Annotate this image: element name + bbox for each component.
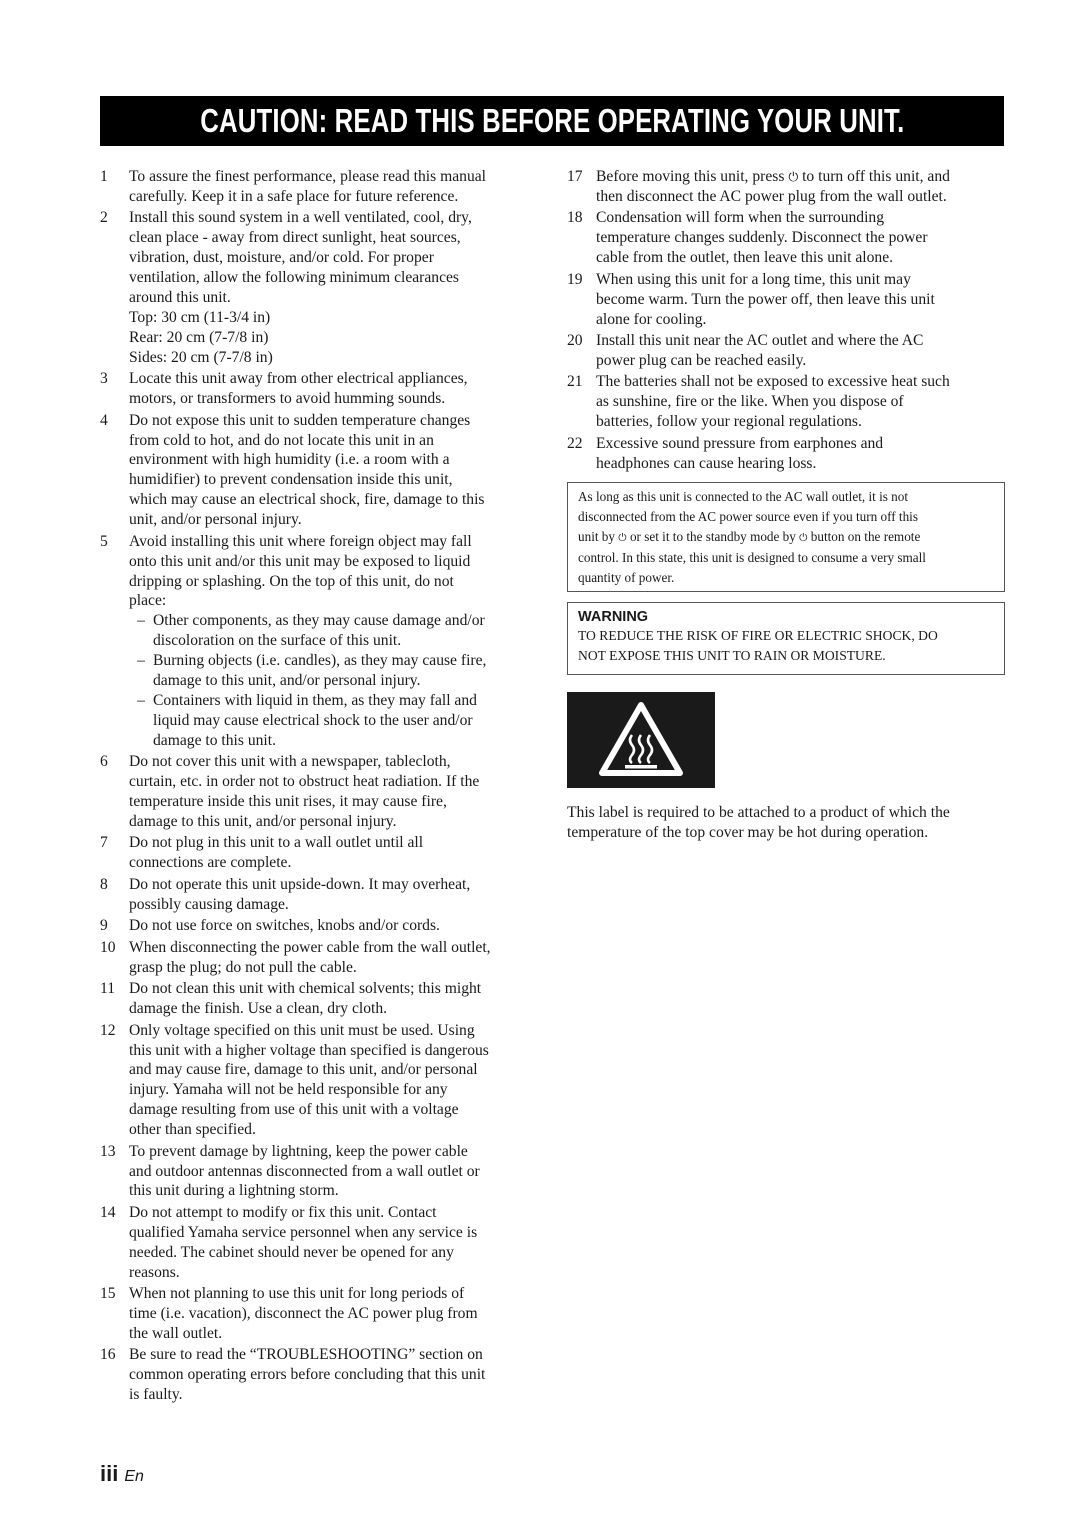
dash-bullet: – <box>137 652 145 670</box>
hot-label-caption <box>567 803 1007 843</box>
item-text <box>129 1345 540 1405</box>
hot-surface-label <box>567 692 715 788</box>
text-line: Do not attempt to modify or fix this unit. Contact <box>129 1203 437 1221</box>
text-line: damage to this unit, and/or personal injury. <box>153 672 421 690</box>
dash-bullet: – <box>137 691 145 709</box>
item-number: 14 <box>100 1203 116 1221</box>
item-text <box>596 167 1007 207</box>
caution-title-bar <box>100 96 1004 146</box>
text-line: around this unit. <box>129 289 231 307</box>
item-number: 12 <box>100 1021 116 1039</box>
list-item <box>100 1021 540 1140</box>
item-number: 6 <box>100 753 108 771</box>
text-line: When not planning to use this unit for long periods of <box>129 1285 465 1303</box>
text-line: alone for cooling. <box>596 310 707 328</box>
text-line: Before moving this unit, press ⏻ to turn off this unit, and <box>596 168 950 185</box>
text-line: The batteries shall not be exposed to excessive heat such <box>596 373 950 391</box>
standby-notice-box <box>567 482 1005 592</box>
warning-text <box>578 626 994 666</box>
text-line: Top: 30 cm (11-3/4 in) <box>129 308 271 326</box>
text-line: become warm. Turn the power off, then leave this unit <box>596 290 935 308</box>
language-code: En <box>124 1468 144 1485</box>
text-line: which may cause an electrical shock, fire, damage to this <box>129 491 485 509</box>
item-text <box>129 875 540 915</box>
text-line: common operating errors before concluding that this unit <box>129 1366 486 1384</box>
text-line: damage the finish. Use a clean, dry cloth. <box>129 1000 388 1018</box>
list-item <box>100 167 540 207</box>
text-line: Burning objects (i.e. candles), as they may cause fire, <box>153 652 487 670</box>
item-text <box>596 434 1007 474</box>
text-line: humidifier) to prevent condensation inside this unit, <box>129 471 453 489</box>
item-number: 22 <box>567 434 583 452</box>
text-line: cable from the outlet, then leave this unit alone. <box>596 249 894 267</box>
text-line: then disconnect the AC power plug from the wall outlet. <box>596 187 947 205</box>
item-text <box>129 532 540 751</box>
item-text <box>129 752 540 832</box>
text-line: the wall outlet. <box>129 1324 223 1342</box>
text-line: motors, or transformers to avoid humming sounds. <box>129 390 446 408</box>
item-text <box>129 1021 540 1140</box>
list-item <box>567 372 1007 432</box>
text-line: Rear: 20 cm (7-7/8 in) <box>129 328 269 346</box>
list-item <box>100 875 540 915</box>
text-line: carefully. Keep it in a safe place for future reference. <box>129 187 459 205</box>
text-line: Containers with liquid in them, as they may fall and <box>153 691 477 709</box>
item-text <box>129 1284 540 1344</box>
text-line: dripping or splashing. On the top of this unit, do not <box>129 572 454 590</box>
text-line: damage resulting from use of this unit with a voltage <box>129 1101 459 1119</box>
list-item <box>100 1345 540 1405</box>
list-item <box>100 938 540 978</box>
text-line: Condensation will form when the surrounding <box>596 209 885 227</box>
text-line: control. In this state, this unit is designed to consume a very small <box>578 550 926 565</box>
text-line: unit, and/or personal injury. <box>129 511 302 529</box>
text-line: temperature changes suddenly. Disconnect the power <box>596 229 928 247</box>
text-line: quantity of power. <box>578 570 675 585</box>
text-line: needed. The cabinet should never be opened for any <box>129 1243 454 1261</box>
text-line: Only voltage specified on this unit must be used. Using <box>129 1021 475 1039</box>
text-line: this unit with a higher voltage than specified is dangerous <box>129 1041 489 1059</box>
page-title: CAUTION: READ THIS BEFORE OPERATING YOUR UNIT. <box>199 102 905 139</box>
sub-list-item <box>129 691 540 751</box>
list-item <box>100 532 540 751</box>
text-line: When disconnecting the power cable from the wall outlet, <box>129 938 491 956</box>
text-line: Do not expose this unit to sudden temperature changes <box>129 411 471 429</box>
text-line: possibly causing damage. <box>129 895 289 913</box>
sub-item-text <box>153 691 540 751</box>
list-item <box>100 833 540 873</box>
text-line: power plug can be reached easily. <box>596 351 807 369</box>
item-text <box>129 167 540 207</box>
list-item <box>567 167 1007 207</box>
item-number: 16 <box>100 1346 116 1364</box>
list-item <box>100 1284 540 1344</box>
warning-title: WARNING <box>578 609 649 625</box>
item-number: 1 <box>100 168 108 185</box>
text-line: discoloration on the surface of this unit. <box>153 632 402 650</box>
text-line: To assure the finest performance, please read this manual <box>129 168 486 185</box>
text-line: This label is required to be attached to a product of which the <box>567 804 950 821</box>
list-item <box>100 369 540 409</box>
text-line: Do not clean this unit with chemical solvents; this might <box>129 980 482 998</box>
text-line: Sides: 20 cm (7-7/8 in) <box>129 348 273 366</box>
item-number: 2 <box>100 209 108 227</box>
text-line: from cold to hot, and do not locate this unit in an <box>129 431 434 449</box>
text-line: liquid may cause electrical shock to the user and/or <box>153 711 473 729</box>
text-line: unit by ⏻ or set it to the standby mode by ⏻ button on the remote <box>578 529 921 544</box>
item-number: 11 <box>100 980 116 998</box>
sub-list-item <box>129 611 540 651</box>
item-number: 19 <box>567 270 583 288</box>
list-item <box>567 270 1007 330</box>
item-number: 18 <box>567 209 583 227</box>
text-line: NOT EXPOSE THIS UNIT TO RAIN OR MOISTURE. <box>578 648 886 663</box>
text-line: grasp the plug; do not pull the cable. <box>129 958 357 976</box>
text-line: and outdoor antennas disconnected from a wall outlet or <box>129 1162 480 1180</box>
list-item <box>100 916 540 936</box>
item-number: 20 <box>567 332 583 350</box>
text-line: temperature of the top cover may be hot during operation. <box>567 823 929 841</box>
item-number: 10 <box>100 938 116 956</box>
right-column <box>567 167 1007 475</box>
text-line: this unit during a lightning storm. <box>129 1182 339 1200</box>
page-footer <box>100 1461 144 1487</box>
item-number: 4 <box>100 411 108 429</box>
text-line: damage to this unit. <box>153 731 276 749</box>
item-number: 8 <box>100 875 108 893</box>
list-item <box>100 979 540 1019</box>
item-text <box>596 208 1007 268</box>
list-item <box>567 331 1007 371</box>
text-line: When using this unit for a long time, this unit may <box>596 270 911 288</box>
list-item <box>100 411 540 530</box>
text-line: disconnected from the AC power source even if you turn off this <box>578 509 918 524</box>
list-item <box>100 1203 540 1283</box>
item-number: 5 <box>100 532 108 550</box>
text-line: Excessive sound pressure from earphones and <box>596 434 884 452</box>
item-text <box>129 208 540 367</box>
text-line: onto this unit and/or this unit may be exposed to liquid <box>129 552 471 570</box>
list-item <box>567 208 1007 268</box>
sub-item-text <box>153 611 540 651</box>
item-text <box>129 1142 540 1202</box>
text-line: Do not use force on switches, knobs and/or cords. <box>129 917 440 935</box>
text-line: vibration, dust, moisture, and/or cold. For proper <box>129 249 434 267</box>
item-text <box>129 1203 540 1283</box>
text-line: To prevent damage by lightning, keep the power cable <box>129 1142 468 1160</box>
item-number: 17 <box>567 168 583 185</box>
text-line: reasons. <box>129 1263 180 1281</box>
text-line: connections are complete. <box>129 854 292 872</box>
item-text <box>129 369 540 409</box>
text-line: damage to this unit, and/or personal injury. <box>129 812 397 830</box>
text-line: Be sure to read the “TROUBLESHOOTING” section on <box>129 1346 483 1364</box>
text-line: curtain, etc. in order not to obstruct heat radiation. If the <box>129 773 480 791</box>
item-text <box>129 979 540 1019</box>
power-icon: ⏻ <box>799 532 808 544</box>
item-number: 9 <box>100 917 108 935</box>
list-item <box>100 752 540 832</box>
text-line: clean place - away from direct sunlight, heat sources, <box>129 229 461 247</box>
text-line: Do not cover this unit with a newspaper, tablecloth, <box>129 753 451 771</box>
item-text <box>596 270 1007 330</box>
text-line: time (i.e. vacation), disconnect the AC power plug from <box>129 1305 478 1323</box>
item-text <box>129 916 540 936</box>
text-line: temperature inside this unit rises, it may cause fire, <box>129 793 447 811</box>
text-line: other than specified. <box>129 1121 256 1139</box>
text-line: headphones can cause hearing loss. <box>596 454 817 472</box>
text-line: Install this sound system in a well ventilated, cool, dry, <box>129 209 472 227</box>
text-line: place: <box>129 592 167 610</box>
text-line: Install this unit near the AC outlet and where the AC <box>596 332 924 350</box>
item-number: 3 <box>100 370 108 388</box>
item-number: 7 <box>100 834 108 852</box>
page-number: iii <box>100 1461 119 1486</box>
item-number: 15 <box>100 1285 116 1303</box>
text-line: as sunshine, fire or the like. When you dispose of <box>596 393 904 411</box>
text-line: batteries, follow your regional regulations. <box>596 413 862 431</box>
item-text <box>129 833 540 873</box>
text-line: Do not operate this unit upside-down. It may overheat, <box>129 875 471 893</box>
text-line: and may cause fire, damage to this unit, and/or personal <box>129 1061 478 1079</box>
left-column <box>100 167 540 1407</box>
text-line: TO REDUCE THE RISK OF FIRE OR ELECTRIC SHOCK, DO <box>578 628 938 643</box>
item-text <box>596 331 1007 371</box>
item-number: 13 <box>100 1142 116 1160</box>
text-line: Avoid installing this unit where foreign object may fall <box>129 532 472 550</box>
hot-surface-warning-icon <box>596 699 686 781</box>
text-line: Do not plug in this unit to a wall outlet until all <box>129 834 424 852</box>
list-item <box>567 434 1007 474</box>
dash-bullet: – <box>137 612 145 630</box>
text-line: qualified Yamaha service personnel when any service is <box>129 1223 478 1241</box>
item-text <box>129 938 540 978</box>
list-item <box>100 1142 540 1202</box>
sub-list-item <box>129 651 540 691</box>
warning-box <box>567 602 1005 675</box>
text-line: ventilation, allow the following minimum clearances <box>129 269 459 287</box>
text-line: Other components, as they may cause damage and/or <box>153 612 485 630</box>
text-line: As long as this unit is connected to the AC wall outlet, it is not <box>578 489 909 504</box>
text-line: Locate this unit away from other electrical appliances, <box>129 370 468 388</box>
text-line: environment with high humidity (i.e. a room with a <box>129 451 450 469</box>
item-text <box>129 411 540 530</box>
item-number: 21 <box>567 373 583 391</box>
text-line: is faulty. <box>129 1386 183 1404</box>
sub-item-text <box>153 651 540 691</box>
list-item <box>100 208 540 367</box>
item-text <box>596 372 1007 432</box>
text-line: injury. Yamaha will not be held responsible for any <box>129 1081 448 1099</box>
power-icon: ⏻ <box>788 169 799 184</box>
power-icon: ⏻ <box>618 532 627 544</box>
